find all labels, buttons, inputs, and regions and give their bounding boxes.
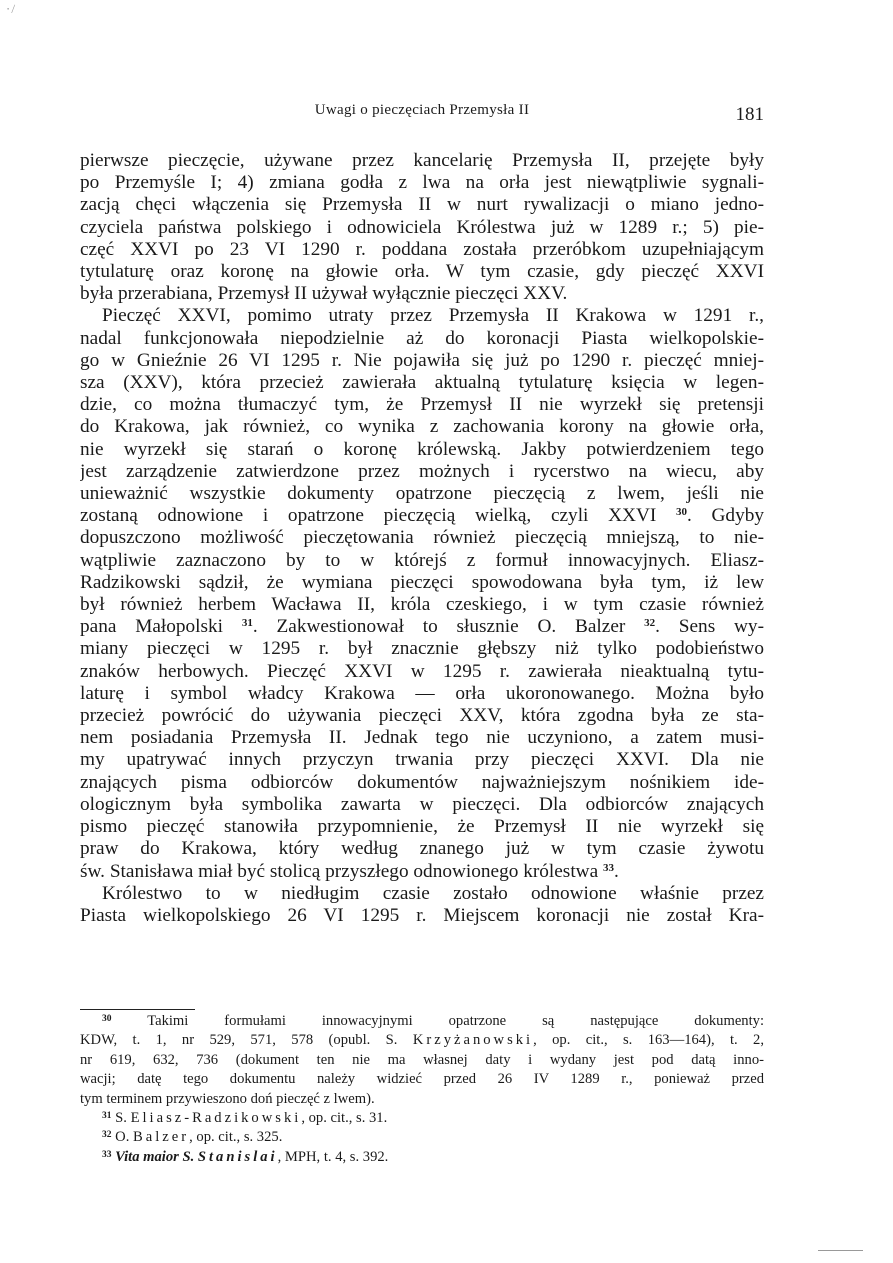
text-line: go w Gnieźnie 26 VI 1295 r. Nie pojawiła się już po 1290 r. pieczęć mniej- (80, 349, 764, 371)
footnote-31: $^{31}$ S. Eliasz-Radzikowski, op. cit., s. 31. (102, 1110, 388, 1127)
text-line: wątpliwie zaznaczono by to w którejś z formuł innowacyjnych. Eliasz- (80, 549, 764, 571)
footnote-ref: 30 (676, 506, 687, 519)
scan-corner-mark: ⋅ ̸ (6, 2, 14, 16)
main-text (80, 150, 764, 927)
text-line: jest zarządzenie zatwierdzone przez możnych i rycerstwo na wiecu, aby (80, 460, 764, 482)
text-line: pana Małopolski $^{31}$. Zakwestionował to słusznie O. Balzer $^{32}$. Sens wy- (80, 616, 764, 638)
paragraph (80, 883, 764, 927)
page-number: 181 (735, 104, 764, 125)
text-line: nem posiadania Przemysła II. Jednak tego nie uczyniono, a zatem musi- (80, 727, 764, 749)
paragraph (80, 150, 764, 305)
text-line: Pieczęć XXVI, pomimo utraty przez Przemysła II Krakowa w 1291 r., (102, 305, 764, 327)
footnote-ref: 32 (644, 617, 656, 630)
text-line: miany pieczęci w 1295 r. był znacznie głębszy niż tylko podobieństwo (80, 638, 764, 660)
text-line: była przerabiana, Przemysł II używał wyłącznie pieczęci XXV. (80, 283, 568, 305)
text-line: znających pisma odbiorców dokumentów najważniejszym nośnikiem ide- (80, 771, 764, 793)
footnote-divider (80, 1009, 195, 1010)
footnotes (80, 1012, 764, 1167)
footnote-30: $^{30}$ Takimi formułami innowacyjnymi opatrzone są następujące dokumenty: (102, 1013, 764, 1029)
text-line: my upatrywać innych przyczyn trwania przy pieczęci XXVI. Dla nie (80, 749, 764, 771)
text-line: Królestwo to w niedługim czasie zostało odnowione właśnie przez (102, 882, 764, 904)
text-line: po Przemyśle I; 4) zmiana godła z lwa na orła jest niewątpliwie sygnali- (80, 172, 764, 194)
footnote-33: $^{33}$ Vita maior S. Stanislai, MPH, t. 4, s. 392. (102, 1148, 389, 1165)
paragraph (80, 305, 764, 882)
text-line: nie wyrzekł się starań o koronę królewską. Jakby potwierdzeniem tego (80, 438, 764, 460)
footnote-30-line-3: nr 619, 632, 736 (dokument ten nie ma własnej daty i wydany jest pod datą inno- (80, 1051, 764, 1068)
text-line: unieważnić wszystkie dokumenty opatrzone pieczęcią z lwem, jeśli nie (80, 483, 764, 505)
text-line: dopuszczono możliwość pieczętowania również pieczęcią mniejszą, to nie- (80, 527, 764, 549)
text-line: Radzikowski sądził, że wymiana pieczęci spowodowana była tym, iż lew (80, 571, 764, 593)
text-line: przecież powrócić do używania pieczęci XXV, która zgodna była ze sta- (80, 705, 764, 727)
text-line: sza (XXV), która przecież zawierała aktualną tytulaturę księcia w legen- (80, 372, 764, 394)
scan-corner-rule (818, 1250, 863, 1251)
text-line: Piasta wielkopolskiego 26 VI 1295 r. Miejscem koronacji nie został Kra- (80, 904, 764, 926)
footnote-32: $^{32}$ O. Balzer, op. cit., s. 325. (102, 1129, 283, 1146)
footnote-30-line-2: KDW, t. 1, nr 529, 571, 578 (opubl. S. Krzyżanowski, op. cit., s. 163—164), t. 2, (80, 1032, 764, 1049)
text-line: był również herbem Wacława II, króla czeskiego, i w tym czasie również (80, 594, 764, 616)
text-line: znaków herbowych. Pieczęć XXVI w 1295 r. zawierała nieaktualną tytu- (80, 660, 764, 682)
text-line: ologicznym była symbolika zawarta w pieczęci. Dla odbiorców znających (80, 793, 764, 815)
text-line: laturę i symbol władcy Krakowa — orła ukoronowanego. Można było (80, 682, 764, 704)
text-line: pierwsze pieczęcie, używane przez kancelarię Przemysła II, przejęte były (80, 150, 764, 171)
text-line: czyciela państwa polskiego i odnowiciela Królestwa już w 1289 r.; 5) pie- (80, 216, 764, 238)
text-line: zostaną odnowione i opatrzone pieczęcią wielką, czyli XXVI $^{30}$. Gdyby (80, 505, 764, 527)
text-line: pismo pieczęć stanowiła przypomnienie, że Przemysł II nie wyrzekł się (80, 816, 764, 838)
footnote-ref: 31 (241, 617, 253, 630)
text-line: zacją chęci włączenia się Przemysła II w nurt rywalizacji o miano jedno- (80, 194, 764, 216)
running-title: Uwagi o pieczęciach Przemysła II (314, 102, 530, 118)
footnote-ref: 33 (602, 861, 614, 874)
text-line: nadal funkcjonowała niepodzielnie aż do koronacji Piasta wielkopolskie- (80, 327, 764, 349)
page-header (80, 100, 764, 124)
footnote-30-line-5: tym terminem przywieszono doń pieczęć z lwem). (80, 1090, 375, 1107)
text-line: praw do Krakowa, który według znanego już w tym czasie żywotu (80, 838, 764, 860)
footnote-30-line-4: wacji; datę tego dokumentu należy widzieć przed 26 IV 1289 r., ponieważ przed (80, 1071, 764, 1088)
text-line: do Krakowa, jak również, co wynika z zachowania korony na głowie orła, (80, 416, 764, 438)
text-line: św. Stanisława miał być stolicą przyszłego odnowionego królestwa $^{33}$. (80, 860, 619, 882)
text-line: dzie, co można tłumaczyć tym, że Przemysł II nie wyrzekł się pretensji (80, 394, 764, 416)
text-line: częć XXVI po 23 VI 1290 r. poddana została przeróbkom uzupełniającym (80, 238, 764, 260)
text-line: tytulaturę oraz koronę na głowie orła. W tym czasie, gdy pieczęć XXVI (80, 261, 764, 283)
